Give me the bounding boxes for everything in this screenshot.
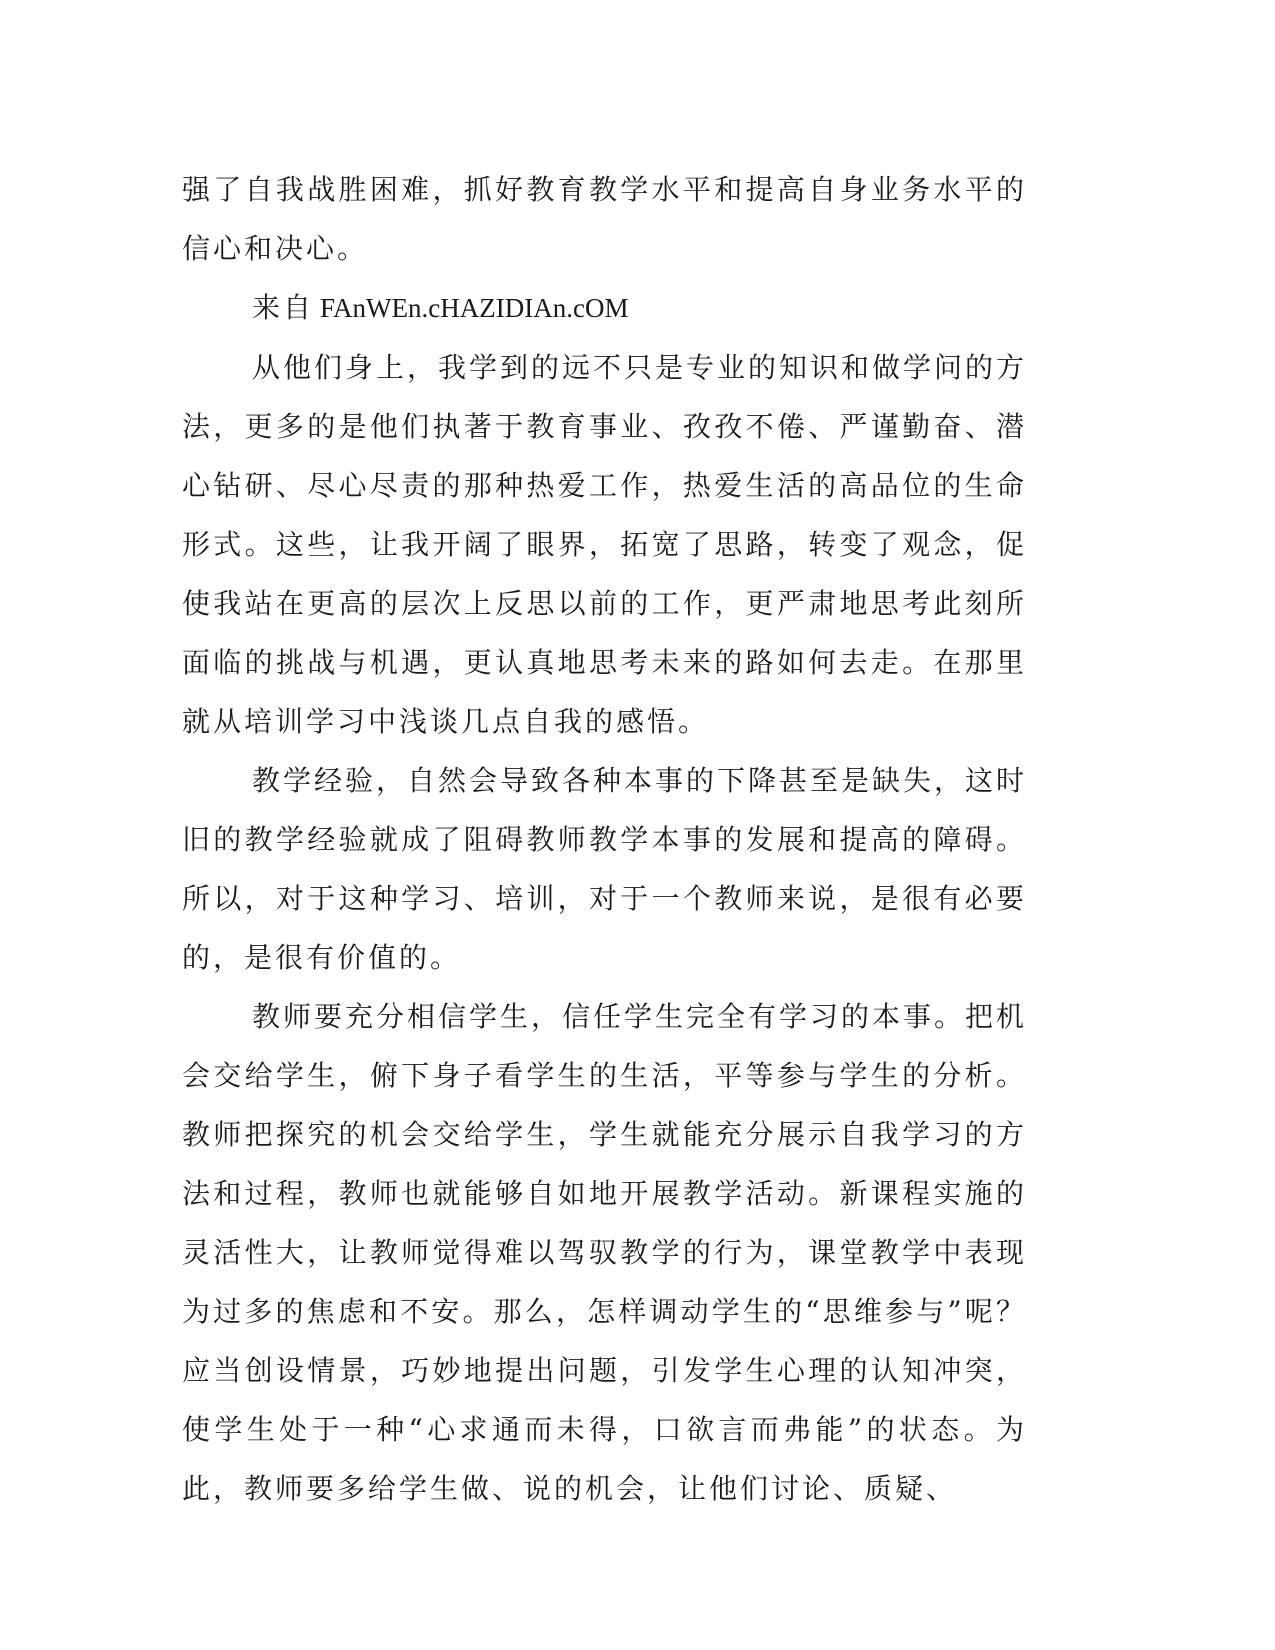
paragraph-continuation: 强了自我战胜困难，抓好教育教学水平和提高自身业务水平的信心和决心。 — [182, 173, 1027, 265]
source-url: FAnWEn.cHAZIDIAn.cOM — [320, 293, 629, 323]
paragraph: 教学经验，自然会导致各种本事的下降甚至是缺失，这时旧的教学经验就成了阻碍教师教学本事的发展和提高的障碍。所以，对于这种学习、培训，对于一个教师来说，是很有必要的，是很有价值的。 — [182, 764, 1028, 974]
source-prefix: 来自 — [252, 291, 315, 324]
source-line — [182, 278, 1027, 338]
body-text — [182, 160, 1027, 1518]
paragraph: 从他们身上，我学到的远不只是专业的知识和做学问的方法，更多的是他们执著于教育事业、孜孜不倦、严谨勤奋、潜心钻研、尽心尽责的那种热爱工作，热爱生活的高品位的生命形式。这些，让我开阔了眼界，拓宽了思路，转变了观念，促使我站在更高的层次上反思以前的工作，更严肃地思考此刻所面临的挑战与机遇，更认真地思考未来的路如何去走。在那里就从培训学习中浅谈几点自我的感悟。 — [182, 351, 1028, 738]
paragraph: 教师要充分相信学生，信任学生完全有学习的本事。把机会交给学生，俯下身子看学生的生活，平等参与学生的分析。教师把探究的机会交给学生，学生就能充分展示自我学习的方法和过程，教师也就能够自如地开展教学活动。新课程实施的灵活性大，让教师觉得难以驾驭教学的行为，课堂教学中表现为过多的焦虑和不安。那么，怎样调动学生的“思维参与”呢？应当创设情景，巧妙地提出问题，引发学生心理的认知冲突，使学生处于一种“心求通而未得，口欲言而弗能”的状态。为此，教师要多给学生做、说的机会，让他们讨论、质疑、 — [182, 1000, 1028, 1505]
